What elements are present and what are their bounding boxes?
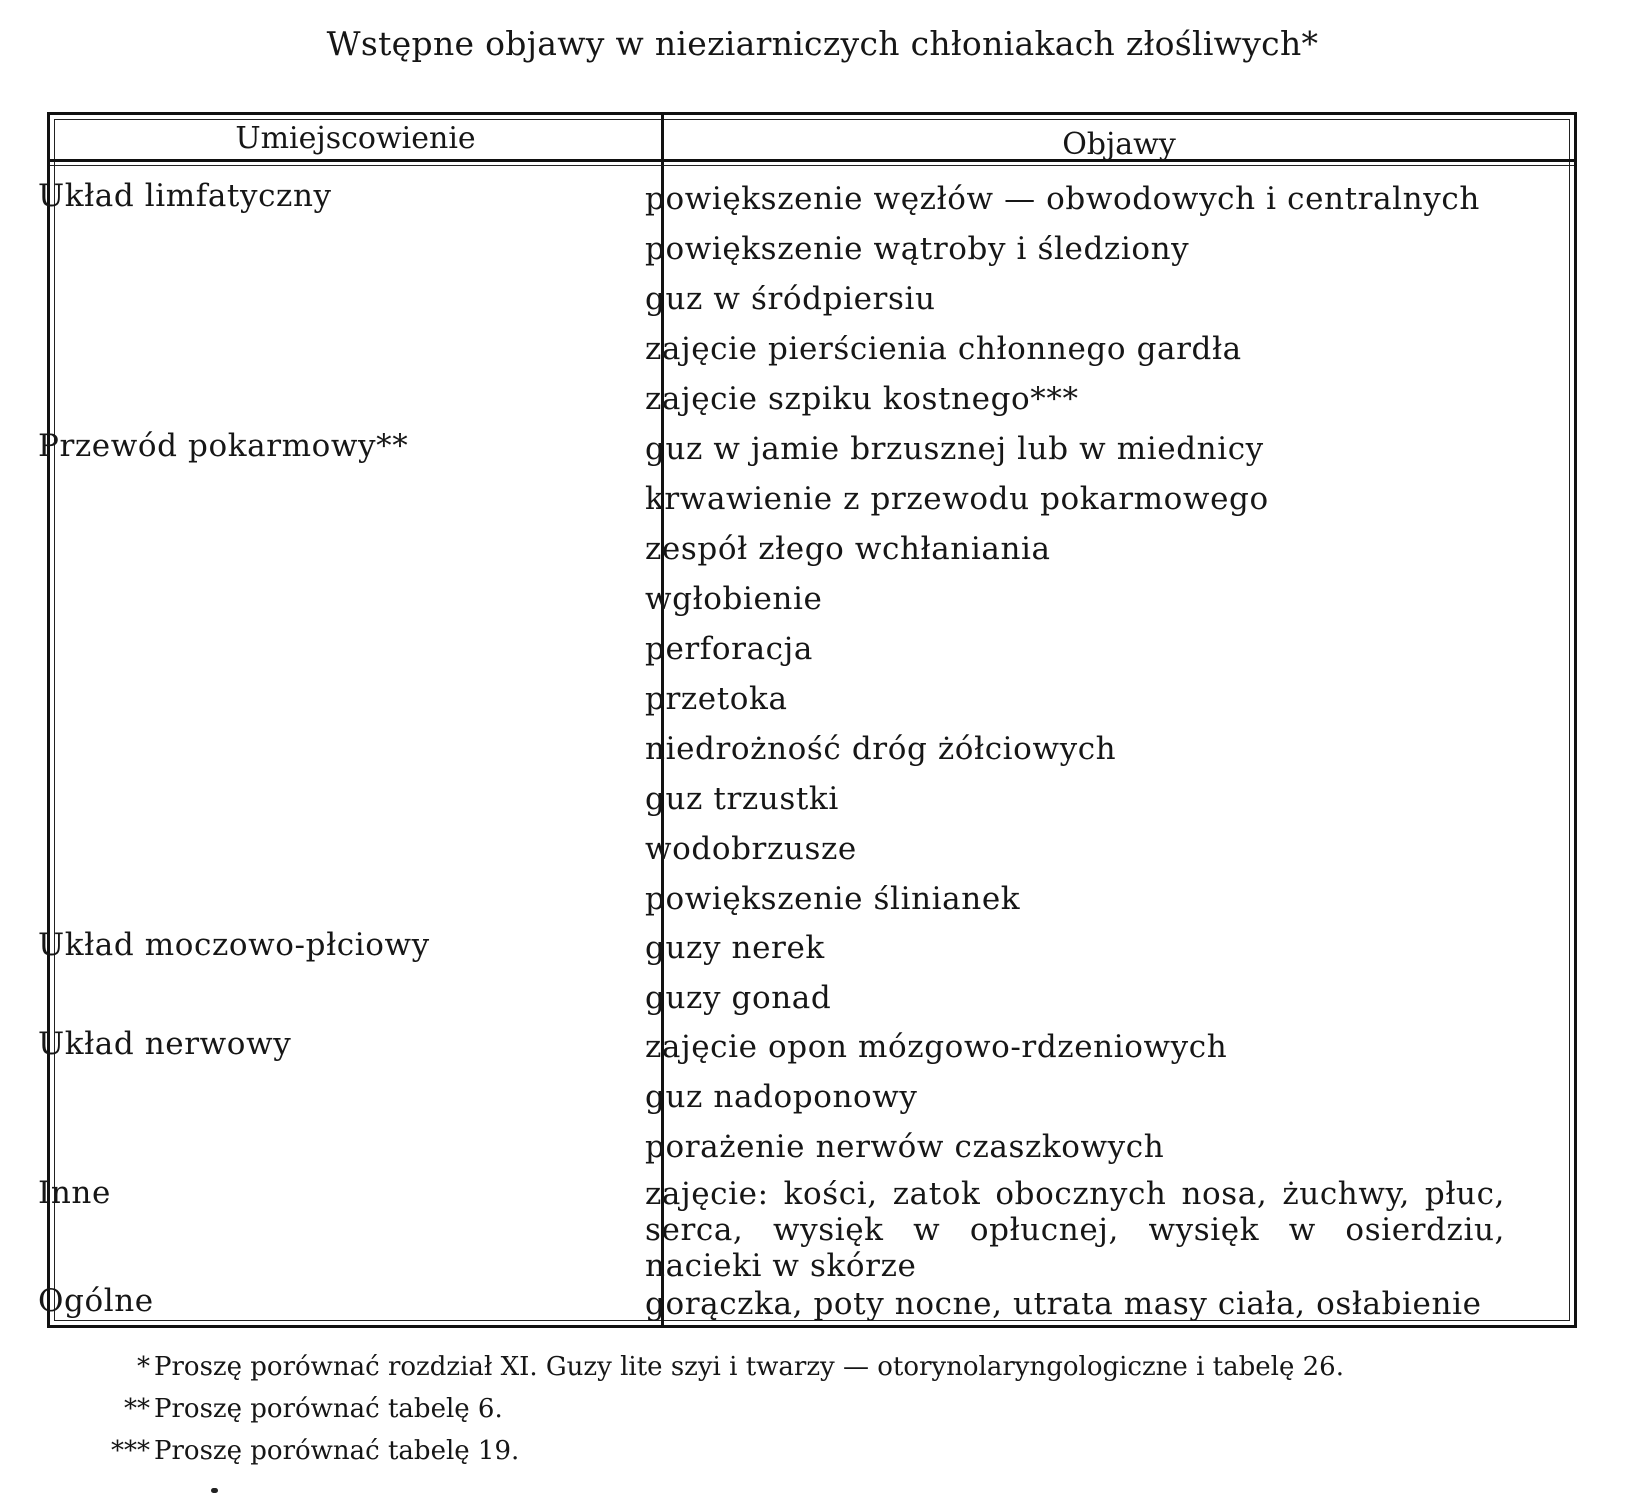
symptom-item: zajęcie: kości, zatok obocznych nosa, żuchwy, płuc, serca, wysięk w opłucnej, wysięk w osierdziu, nacieki w skórze bbox=[645, 1176, 1505, 1284]
footnote-text: Proszę porównać rozdział XI. Guzy lite szyi i twarzy — otorynolaryngologiczne i tabelę 26. bbox=[154, 1352, 1344, 1382]
footnote-text: Proszę porównać tabelę 6. bbox=[154, 1394, 503, 1424]
symptom-item: guz w śródpiersiu bbox=[645, 281, 936, 317]
symptom-item: zajęcie pierścienia chłonnego gardła bbox=[645, 331, 1242, 367]
column-header-location: Umiejscowienie bbox=[235, 121, 476, 156]
symptom-item: guzy gonad bbox=[645, 980, 832, 1016]
footnote-mark: * bbox=[137, 1352, 150, 1382]
location-urogenital: Układ moczowo-płciowy bbox=[38, 927, 430, 963]
symptom-item: zajęcie opon mózgowo-rdzeniowych bbox=[645, 1029, 1228, 1065]
location-other: Inne bbox=[38, 1175, 111, 1211]
footnote-text: Proszę porównać tabelę 19. bbox=[154, 1436, 520, 1466]
symptom-item: guz nadoponowy bbox=[645, 1079, 918, 1115]
symptom-item: zespół złego wchłaniania bbox=[645, 531, 1051, 567]
symptom-item: powiększenie wątroby i śledziony bbox=[645, 231, 1190, 267]
symptom-item: wgłobienie bbox=[645, 581, 823, 617]
location-lymphatic: Układ limfatyczny bbox=[38, 178, 332, 214]
location-general: Ogólne bbox=[38, 1283, 154, 1319]
symptom-item: wodobrzusze bbox=[645, 831, 857, 867]
symptom-item: guz trzustki bbox=[645, 781, 839, 817]
symptom-item: krwawienie z przewodu pokarmowego bbox=[645, 481, 1269, 517]
symptom-item: guz w jamie brzusznej lub w miednicy bbox=[645, 431, 1264, 467]
symptom-item: powiększenie ślinianek bbox=[645, 881, 1021, 917]
symptom-item: guzy nerek bbox=[645, 930, 825, 966]
symptom-item: gorączka, poty nocne, utrata masy ciała, osłabienie bbox=[645, 1286, 1482, 1322]
footnote-mark: *** bbox=[111, 1436, 150, 1466]
ink-speck bbox=[211, 1488, 218, 1493]
symptom-item: porażenie nerwów czaszkowych bbox=[645, 1129, 1165, 1165]
location-nervous: Układ nerwowy bbox=[38, 1026, 292, 1062]
symptom-item: perforacja bbox=[645, 631, 813, 667]
footnote-mark: ** bbox=[124, 1394, 150, 1424]
page-title: Wstępne objawy w nieziarniczych chłoniakach złośliwych* bbox=[326, 24, 1319, 63]
symptom-item: niedrożność dróg żółciowych bbox=[645, 731, 1117, 767]
column-header-symptoms: Objawy bbox=[1062, 127, 1176, 162]
symptom-item: powiększenie węzłów — obwodowych i centralnych bbox=[645, 181, 1480, 217]
symptom-item: zajęcie szpiku kostnego*** bbox=[645, 381, 1079, 417]
header-rule-thin bbox=[50, 165, 1574, 166]
symptom-item: przetoka bbox=[645, 681, 788, 717]
location-digestive: Przewód pokarmowy** bbox=[38, 428, 409, 464]
